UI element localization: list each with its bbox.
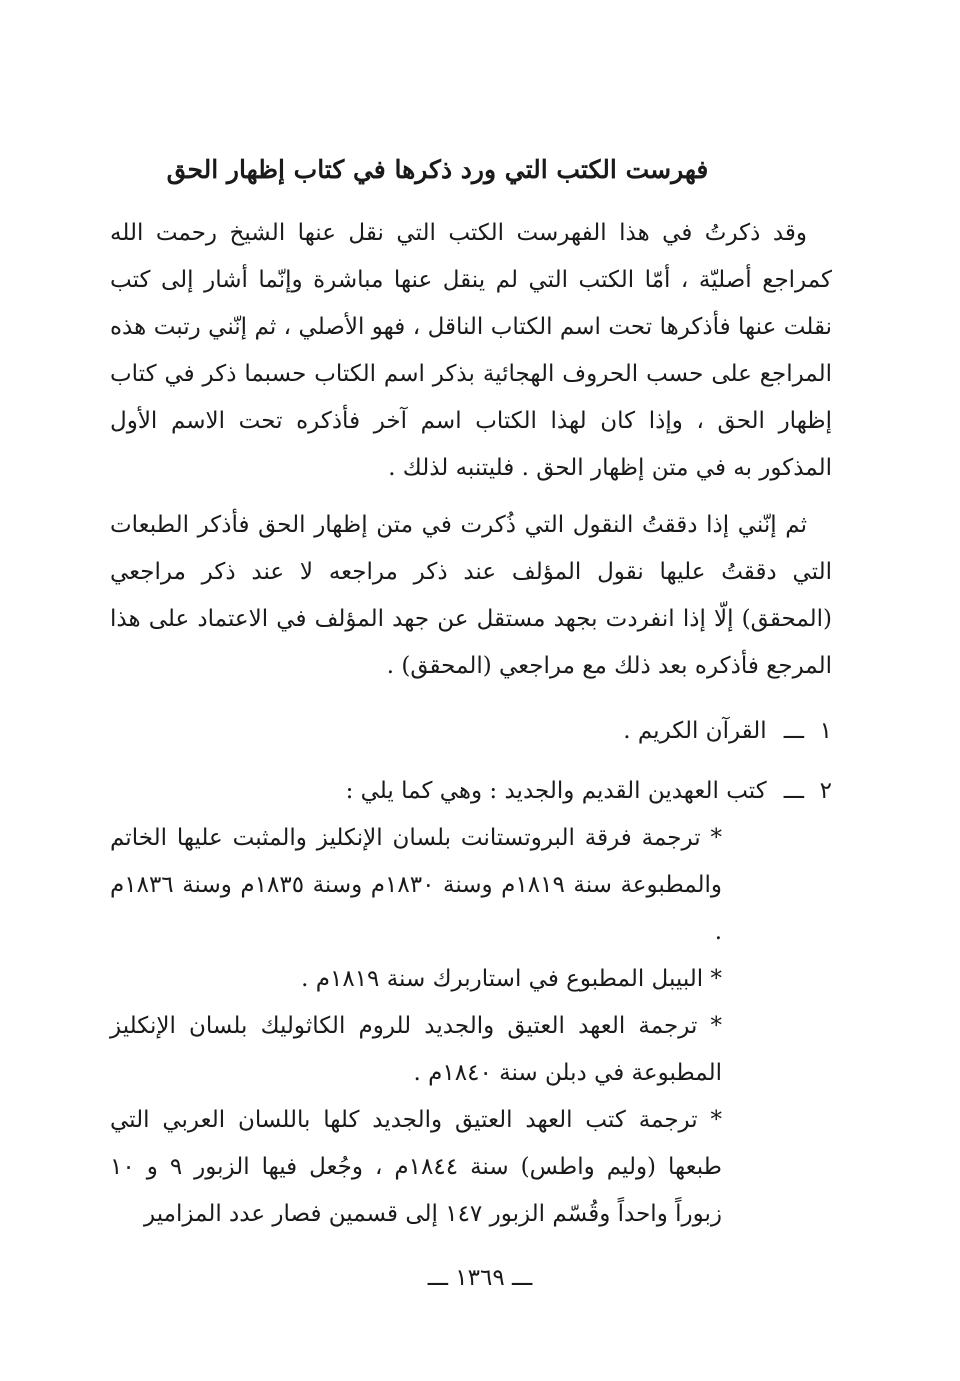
item-number: ٢: [819, 778, 832, 804]
edition-entry: * البيبل المطبوع في استاربرك سنة ١٨١٩م .: [301, 966, 722, 992]
list-item: [110, 768, 832, 815]
item-number: ١: [819, 718, 832, 744]
page-number: ـــ ١٣٦٩ ـــ: [427, 1265, 533, 1291]
bible-editions-list: [110, 815, 722, 1238]
list-item: [110, 708, 832, 755]
item-text: كتب العهدين القديم والجديد : وهي كما يلي :: [345, 778, 767, 804]
edition-entry: * ترجمة كتب العهد العتيق والجديد كلها باللسان العربي التي طبعها (وليم واطس) سنة ١٨٤٤م ، وجُعل فيها الزبور ٩ و ١٠ زبوراً واحداً وقُسّم الزبور ١٤٧ إلى قسمين فصار عدد المزامير: [110, 1107, 722, 1227]
edition-entry: * ترجمة فرقة البروتستانت بلسان الإنكليز والمثبت عليها الخاتم والمطبوعة سنة ١٨١٩م وسنة ١٨٣٠م وسنة ١٨٣٥م وسنة ١٨٣٦م .: [110, 825, 723, 945]
method-paragraph: ثم إنّني إذا دققتُ النقول التي ذُكرت في متن إظهار الحق فأذكر الطبعات التي دققتُ عليها نقول المؤلف عند ذكر مراجعه لا عند ذكر مراجعي (المحقق) إلّا إذا انفردت بجهد مستقل عن جهد المؤلف في الاعتماد على هذا المرجع فأذكره بعد ذلك مع مراجعي (المحقق) .: [110, 512, 832, 679]
item-text: القرآن الكريم .: [623, 718, 767, 744]
edition-entry: * ترجمة العهد العتيق والجديد للروم الكاثوليك بلسان الإنكليز المطبوعة في دبلن سنة ١٨٤٠م .: [110, 1013, 722, 1086]
item-dash: ـــ: [783, 778, 804, 804]
intro-paragraph: وقد ذكرتُ في هذا الفهرست الكتب التي نقل عنها الشيخ رحمت الله كمراجع أصليّة ، أمّا الكتب التي لم ينقل عنها مباشرة وإنّما أشار إلى كتب نقلت عنها فأذكرها تحت اسم الكتاب الناقل ، فهو الأصلي ، ثم إنّني رتبت هذه المراجع على حسب الحروف الهجائية بذكر اسم الكتاب حسبما ذكر في كتاب إظهار الحق ، وإذا كان لهذا الكتاب اسم آخر فأذكره تحت الاسم الأول المذكور به في متن إظهار الحق . فليتنبه لذلك .: [110, 220, 832, 481]
page-title: فهرست الكتب التي ورد ذكرها في كتاب إظهار الحق: [166, 155, 709, 184]
item-dash: ـــ: [783, 718, 804, 744]
